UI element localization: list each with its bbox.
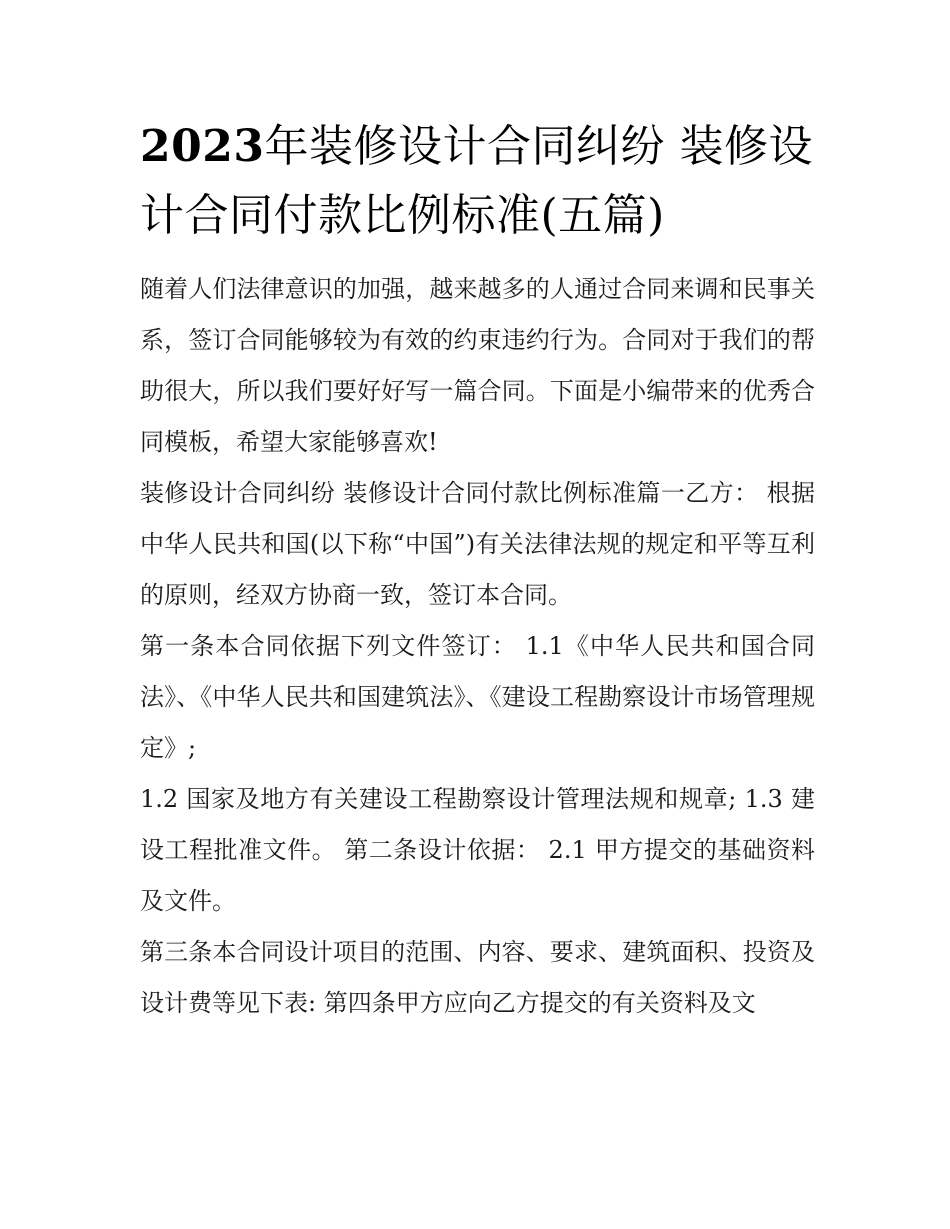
document-body <box>140 112 815 1029</box>
title-text: 年装修设计合同纠纷 装修设计合同付款比例标准(五篇) <box>140 121 813 241</box>
paragraph-intro: 随着人们法律意识的加强，越来越多的人通过合同来调和民事关系，签订合同能够较为有效的约束违约行为。合同对于我们的帮助很大，所以我们要好好写一篇合同。下面是小编带来的优秀合同模板，希望大家能够喜欢! <box>140 275 815 456</box>
paragraph-article-three: 第三条本合同设计项目的范围、内容、要求、建筑面积、投资及设计费等见下表: 第四条甲方应向乙方提交的有关资料及文 <box>140 938 815 1017</box>
document-title <box>140 112 815 250</box>
paragraph-article-one-two: 1.2 国家及地方有关建设工程勘察设计管理法规和规章; 1.3 建设工程批准文件。 第二条设计依据： 2.1 甲方提交的基础资料及文件。 <box>140 785 815 915</box>
title-year: 2023 <box>140 121 265 172</box>
paragraph-part-one: 装修设计合同纠纷 装修设计合同付款比例标准篇一乙方： 根据中华人民共和国(以下称“中国”)有关法律法规的规定和平等互利的原则，经双方协商一致，签订本合同。 <box>140 479 815 609</box>
paragraph-article-one: 第一条本合同依据下列文件签订： 1.1《中华人民共和国合同法》、《中华人民共和国建筑法》、《建设工程勘察设计市场管理规定》; <box>140 632 815 762</box>
